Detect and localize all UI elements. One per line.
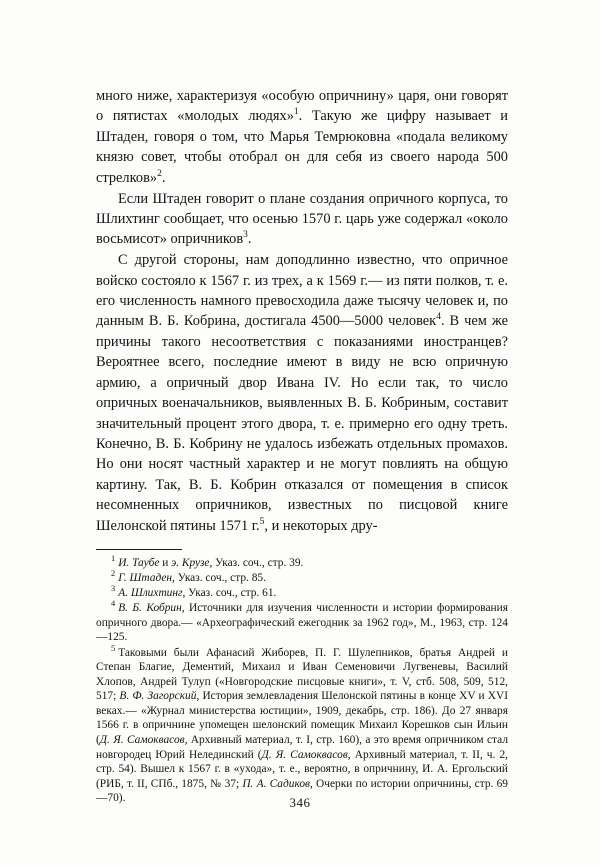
footnote-3: $^3$ А. Шлихтинг, Указ. соч., стр. 61. xyxy=(111,584,277,600)
footnote-2: $^2$ Г. Штаден, Указ. соч., стр. 85. xyxy=(111,569,266,585)
page-content xyxy=(96,86,508,807)
footnote-5: $^5$ Таковыми были Афанасий Жиборев, П. Г. Шулепников, братья Андрей и Степан Благие, Дементий, Михаил и Иван Семеновичи Лугвеневы, Василий Хлопов, Андрей Тулуп («Новгородские писцовые книги», т. V, стб. 508, 509, 512, 517; В. Ф. Загорский, История землевладения Шелонской пятины в конце XV и XVI веках.— «Журнал министерства юстиции», 1909, декабрь, стр. 186). До 27 января 1566 г. в опричнине упомещен шелонский помещик Михаил Корешков сын Ильин (Д. Я. Самоквасов, Архивный материал, т. I, стр. 160), а это время опричником стал новгородец Юрий Нелединский (Д. Я. Самоквасов, Архивный материал, т. II, ч. 2, стр. 54). Вышел к 1567 г. в «ухода», т. е., вероятно, в опричнину, И. А. Ергольский (РИБ, т. II, СПб., 1875, № 37; П. А. Садиков, Очерки по истории опричнины, стр. 69—70). xyxy=(96,643,509,805)
paragraph-2: Если Штаден говорит о плане создания опричного корпуса, то Шлихтинг сообщает, что осенью 1570 г. царь уже содержал «около восьмисот» опричников$^3$. xyxy=(96,190,508,248)
footnotes-block xyxy=(96,556,508,806)
footnote-separator-rule xyxy=(96,549,182,550)
page-number: 346 xyxy=(289,795,311,810)
body-text-block xyxy=(96,86,508,536)
footnote-4: $^4$ В. Б. Кобрин, Источники для изучения численности и истории формирования опричного двора.— «Археографический ежегодник за 1962 год», М., 1963, стр. 124—125. xyxy=(96,599,508,644)
paragraph-3: С другой стороны, нам доподлинно известно, что опричное войско состояло к 1567 г. из трех, а к 1569 г.— из пяти полков, т. е. его численность намного превосходила даже тысячу человек и, по данным В. Б. Кобрина, достигала 4500—5000 человек$^4$. В чем же причины такого несоответствия с показаниями иностранцев? Вероятнее всего, последние имеют в виду не всю опричную армию, а опричный двор Ивана IV. Но если так, то число опричных военачальников, выявленных В. Б. Кобриным, составит значительный процент этого двора, т. е. примерно его одну треть. Конечно, В. Б. Кобрину не удалось избежать отдельных промахов. Но они носят частный характер и не могут повлиять на общую картину. Так, В. Б. Кобрин отказался от помещения в список несомненных опричников, известных по писцовой книге Шелонской пятины 1571 г.$^5$, и некоторых дру- xyxy=(96,252,508,534)
footnote-1: $^1$ И. Таубе и э. Крузе, Указ. соч., стр. 39. xyxy=(111,554,304,569)
paragraph-1: много ниже, характеризуя «особую опричнину» царя, они говорят о пятистах «молодых людях»$^1$. Такую же цифру называет и Штаден, говоря о том, что Марья Темрюковна «подала великому князю совет, чтобы отобрал он для себя из своего народа 500 стрелков»$^2$. xyxy=(96,88,508,186)
